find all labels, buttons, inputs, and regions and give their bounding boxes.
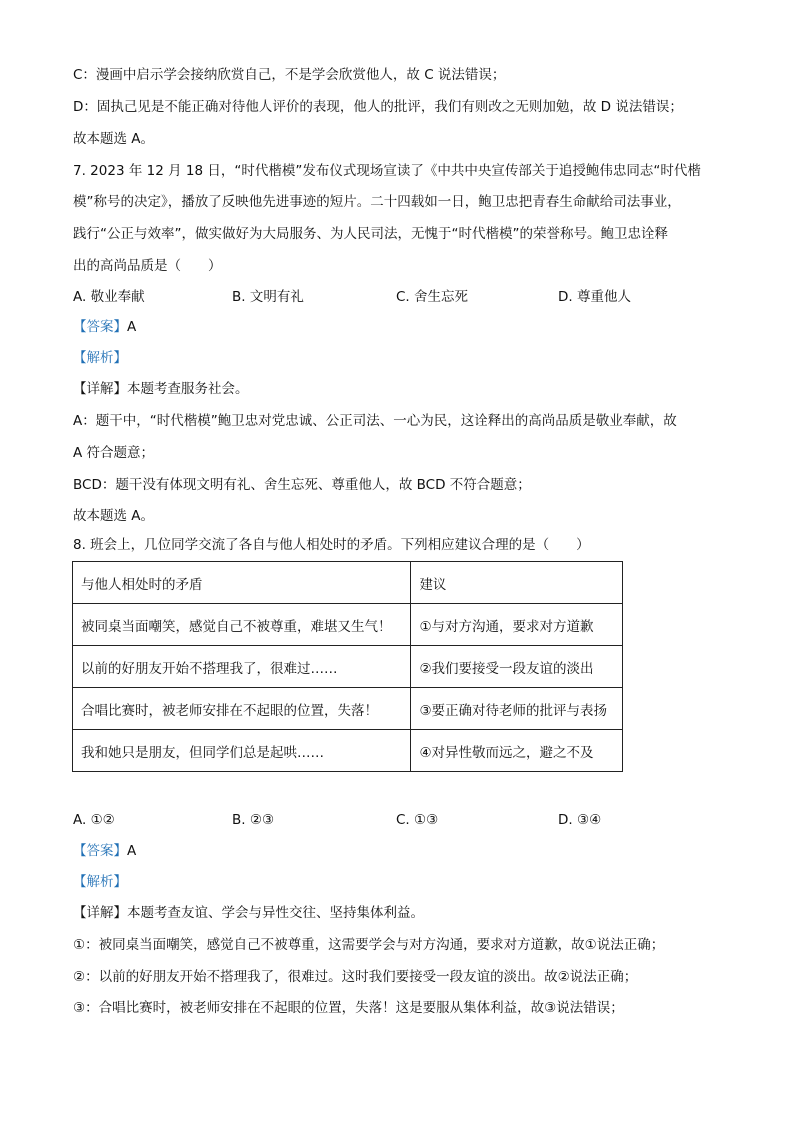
q8-option-b: B. ②③	[232, 812, 275, 828]
q7-stem-line: 7. 2023 年 12 月 18 日，“时代楷模”发布仪式现场宣读了《中共中央宣传部关于追授鲍伟忠同志“时代楷	[73, 163, 701, 179]
q7-detail-line: 【详解】本题考查服务社会。	[73, 381, 249, 397]
q7-stem-line: 模”称号的决定》，播放了反映他先进事迹的短片。二十四载如一日，鲍卫忠把青春生命献给司法事业，	[73, 194, 681, 210]
q7-option-d: D. 尊重他人	[558, 289, 631, 305]
q7-option-c: C. 舍生忘死	[396, 289, 469, 305]
table-cell-advice: ①与对方沟通，要求对方道歉	[411, 604, 623, 646]
q8-detail-line: ③：合唱比赛时，被老师安排在不起眼的位置，失落！这是要服从集体利益，故③说法错误；	[73, 1000, 624, 1016]
table-cell-conflict: 被同桌当面嘲笑，感觉自己不被尊重，难堪又生气！	[73, 604, 411, 646]
table-cell-advice: ②我们要接受一段友谊的淡出	[411, 646, 623, 688]
q8-detail-line: ①：被同桌当面嘲笑，感觉自己不被尊重，这需要学会与对方沟通，要求对方道歉，故①说法正确；	[73, 937, 665, 953]
q7-detail-line: A：题干中，“时代楷模”鲍卫忠对党忠诚、公正司法、一心为民，这诠释出的高尚品质是敬业奉献，故	[73, 413, 677, 429]
answer-label: 【答案】	[73, 843, 127, 859]
q8-detail-line: ②：以前的好朋友开始不搭理我了，很难过。这时我们要接受一段友谊的淡出。故②说法正确；	[73, 969, 638, 985]
analysis-label: 【解析】	[73, 350, 127, 366]
table-cell-advice: ③要正确对待老师的批评与表扬	[411, 688, 623, 730]
q7-option-a: A. 敬业奉献	[73, 289, 145, 305]
answer-value: A	[127, 843, 137, 859]
table-row	[73, 730, 623, 772]
q8-option-a: A. ①②	[73, 812, 115, 828]
table-cell-conflict: 我和她只是朋友，但同学们总是起哄……	[73, 730, 411, 772]
q8-conflict-table	[72, 561, 623, 772]
intro-conclusion: 故本题选 A。	[73, 131, 155, 147]
table-row	[73, 646, 623, 688]
q7-detail-line: 故本题选 A。	[73, 508, 155, 524]
q8-stem: 8. 班会上，几位同学交流了各自与他人相处时的矛盾。下列相应建议合理的是（ ）	[73, 537, 590, 553]
q7-analysis-label	[73, 349, 127, 367]
q7-stem-line: 践行“公正与效率”，做实做好为大局服务、为人民司法，无愧于“时代楷模”的荣誉称号。鲍卫忠诠释	[73, 226, 668, 242]
answer-value: A	[127, 319, 137, 335]
q8-analysis-label	[73, 873, 127, 891]
table-cell-advice: ④对异性敬而远之，避之不及	[411, 730, 623, 772]
q7-option-b: B. 文明有礼	[232, 289, 304, 305]
table-header-row	[73, 562, 623, 604]
table-header-advice: 建议	[411, 562, 623, 604]
table-row	[73, 604, 623, 646]
q7-detail-line: BCD：题干没有体现文明有礼、舍生忘死、尊重他人，故 BCD 不符合题意；	[73, 477, 531, 493]
intro-line-c: C：漫画中启示学会接纳欣赏自己，不是学会欣赏他人，故 C 说法错误；	[73, 67, 506, 83]
q8-detail-line: 【详解】本题考查友谊、学会与异性交往、坚持集体利益。	[73, 905, 424, 921]
analysis-label: 【解析】	[73, 874, 127, 890]
intro-line-d: D：固执己见是不能正确对待他人评价的表现，他人的批评，我们有则改之无则加勉，故 D 说法错误；	[73, 99, 683, 115]
table-row	[73, 688, 623, 730]
table-header-conflict: 与他人相处时的矛盾	[73, 562, 411, 604]
table-cell-conflict: 以前的好朋友开始不搭理我了，很难过……	[73, 646, 411, 688]
q8-answer	[73, 842, 136, 860]
table-cell-conflict: 合唱比赛时，被老师安排在不起眼的位置，失落！	[73, 688, 411, 730]
q7-stem-line: 出的高尚品质是（ ）	[73, 258, 222, 274]
q8-option-c: C. ①③	[396, 812, 439, 828]
q7-detail-line: A 符合题意；	[73, 445, 155, 461]
q7-answer	[73, 318, 136, 336]
q8-option-d: D. ③④	[558, 812, 602, 828]
answer-label: 【答案】	[73, 319, 127, 335]
